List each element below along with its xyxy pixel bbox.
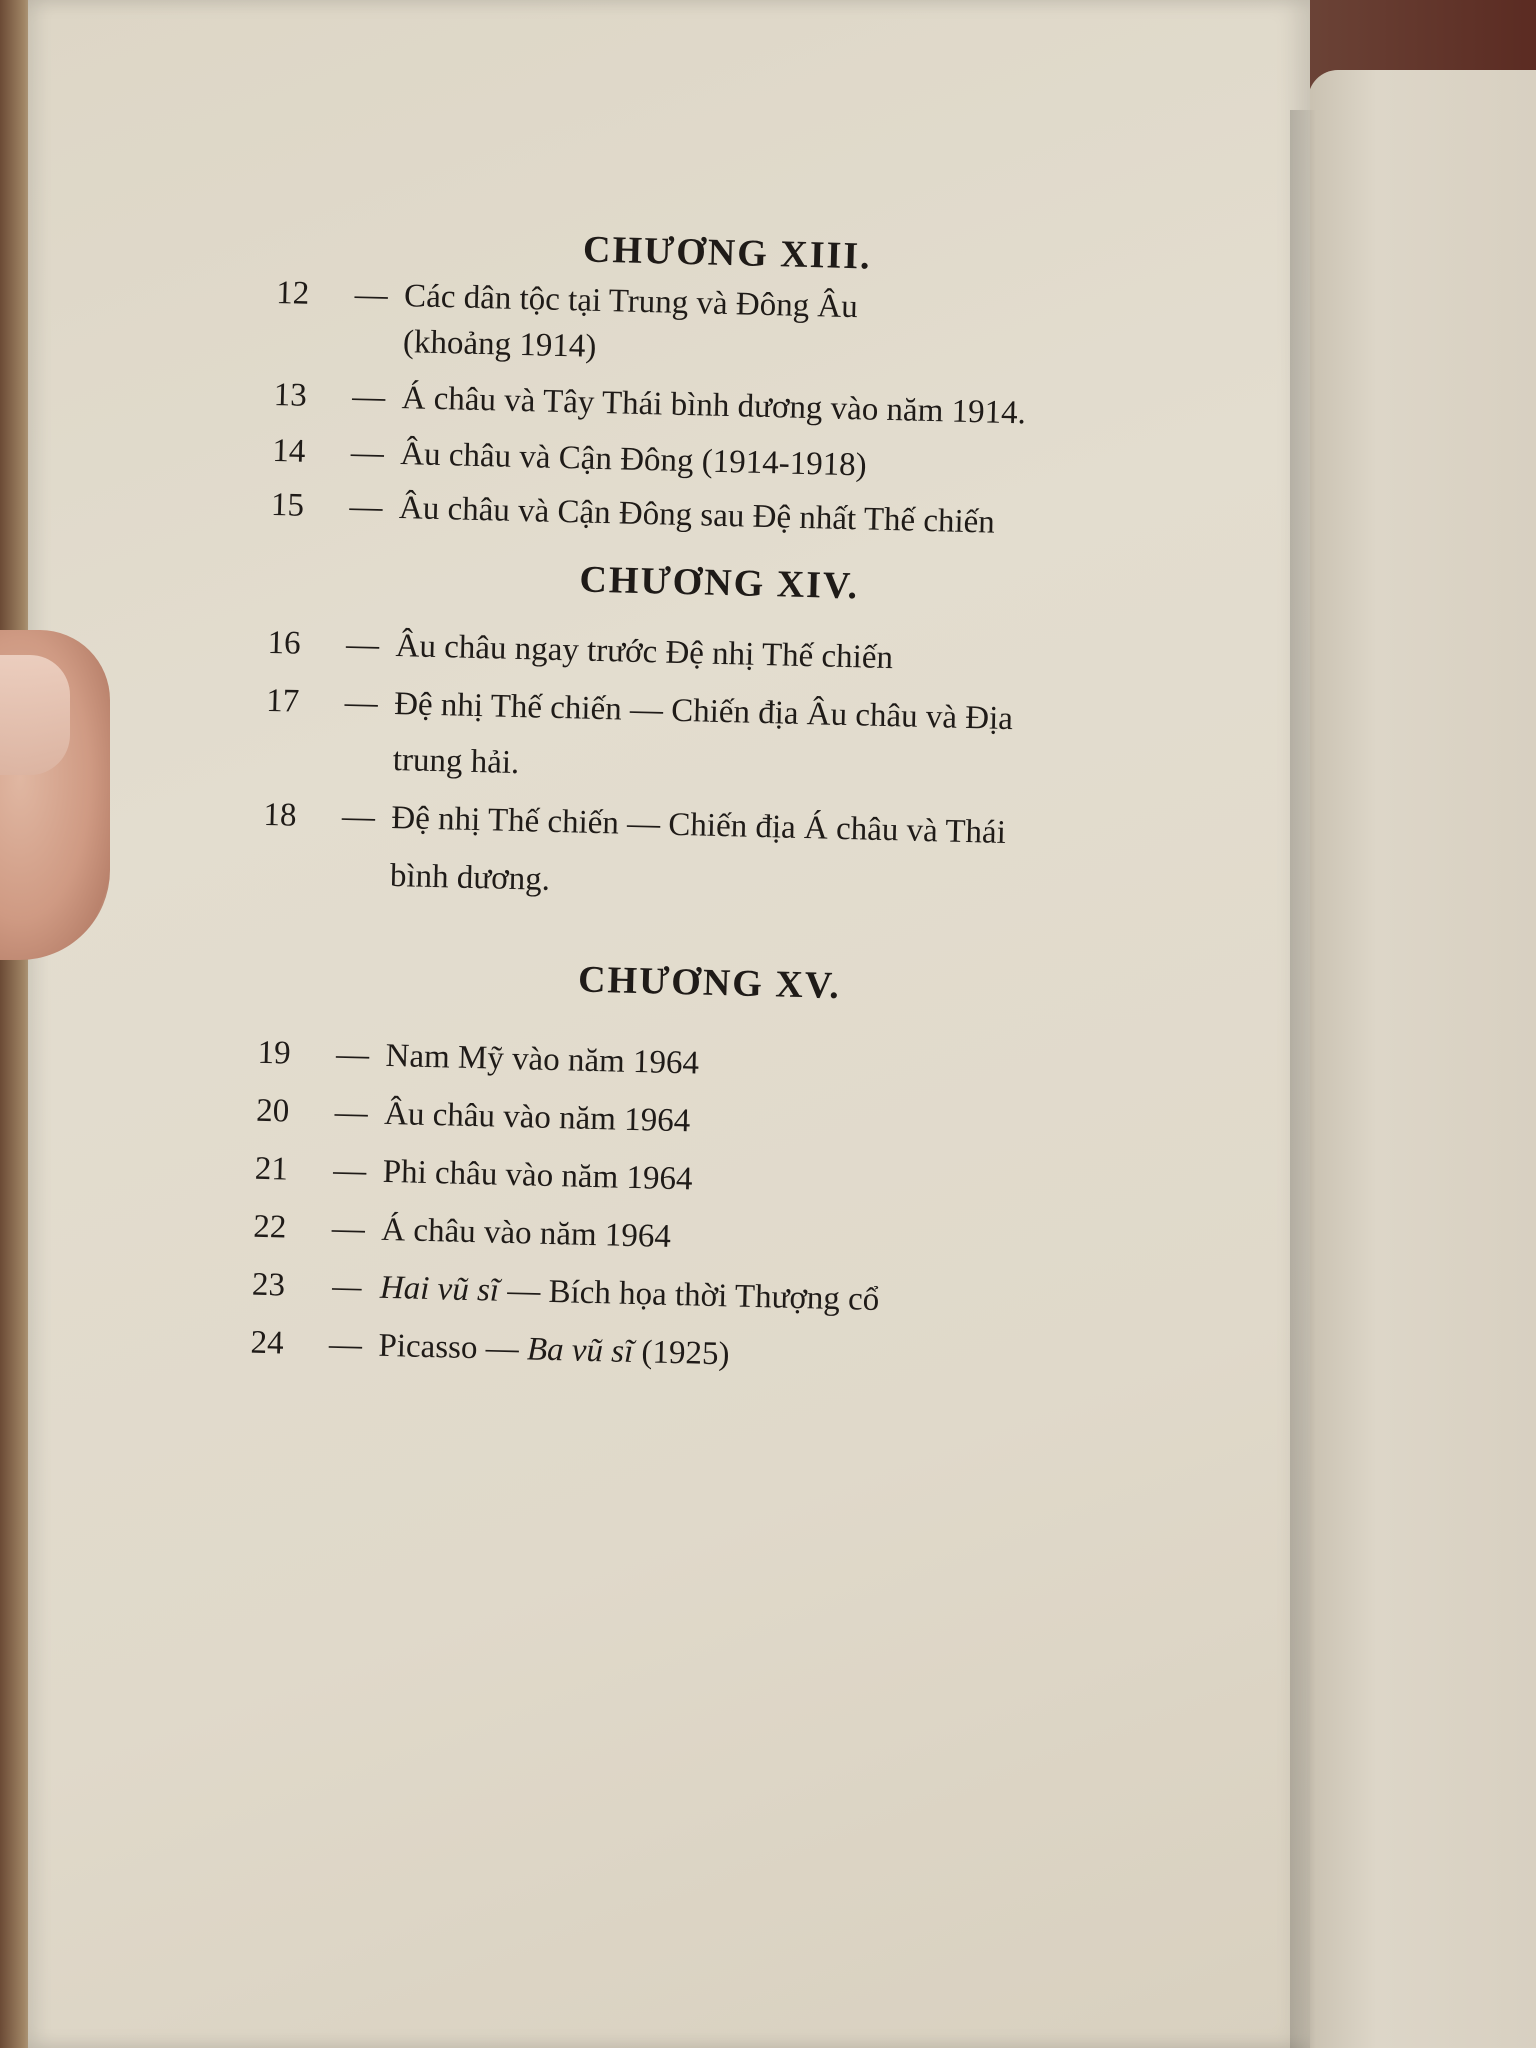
list-item [266, 678, 1167, 746]
entry-dash: — [331, 1210, 366, 1248]
entry-number: 13 [273, 376, 308, 414]
table-of-maps [250, 220, 1178, 1373]
list-item [256, 1088, 1157, 1156]
entry-text: Các dân tộc tại Trung và Đông Âu [403, 278, 859, 326]
entry-continuation: bình dương. [389, 857, 551, 898]
entry-dash: — [332, 1152, 367, 1190]
entry-dash: — [344, 684, 379, 722]
entry-dash: — [331, 1268, 363, 1306]
entry-continuation: (khoảng 1914) [402, 324, 597, 365]
entry-dash: — [351, 378, 386, 416]
entry-text: Âu châu ngay trước Đệ nhị Thế chiến [395, 628, 894, 677]
list-item [253, 1204, 1154, 1272]
entry-number: 20 [255, 1092, 290, 1130]
entry-number: 16 [267, 624, 302, 662]
entry-number: 24 [250, 1324, 284, 1362]
thumbnail-highlight [0, 655, 70, 775]
entry-text: Đệ nhị Thế chiến — Chiến địa Á châu và Thái [390, 799, 1007, 851]
list-item [251, 1262, 1152, 1330]
entry-text: Phi châu vào năm 1964 [382, 1153, 693, 1198]
entry-text: Nam Mỹ vào năm 1964 [385, 1037, 700, 1082]
entry-dash: — [334, 1094, 369, 1132]
list-item [267, 620, 1168, 688]
entry-dash: — [349, 488, 383, 526]
entry-number: 14 [271, 432, 306, 470]
chapter-heading: CHƯƠNG XIII. [582, 228, 873, 278]
entry-dash: — [350, 434, 385, 472]
list-item [273, 372, 1174, 440]
entry-dash: — [345, 626, 380, 664]
entry-number: 23 [251, 1266, 286, 1304]
artwork-title: Ba vũ sĩ [526, 1331, 634, 1371]
entry-text: Âu châu vào năm 1964 [383, 1095, 691, 1140]
list-item [257, 1030, 1158, 1098]
list-item [250, 1320, 1151, 1388]
entry-text: Á châu và Tây Thái bình dương vào năm 1914. [401, 380, 1027, 432]
entry-number: 19 [257, 1034, 292, 1072]
facing-page [1308, 70, 1536, 2048]
entry-text: Âu châu và Cận Đông (1914-1918) [399, 436, 868, 484]
entry-dash: — [328, 1326, 363, 1364]
entry-dash: — [341, 798, 376, 836]
artwork-title: Hai vũ sĩ [379, 1269, 500, 1309]
entry-number: 22 [252, 1208, 287, 1246]
chapter-heading: CHƯƠNG XV. [577, 958, 842, 1007]
entry-text [379, 1265, 1140, 1330]
entry-text-prefix: Picasso — [378, 1327, 528, 1368]
list-item [254, 1146, 1155, 1214]
entry-number: 12 [275, 274, 310, 312]
entry-number: 18 [263, 796, 297, 834]
entry-text: Á châu vào năm 1964 [380, 1211, 672, 1255]
entry-number: 21 [254, 1150, 289, 1188]
book-page [28, 0, 1310, 2048]
entry-continuation: trung hải. [392, 741, 520, 782]
page-gutter-shadow [1290, 110, 1316, 2048]
entry-text: Đệ nhị Thế chiến — Chiến địa Âu châu và Địa [393, 685, 1014, 738]
entry-text [378, 1323, 1139, 1388]
entry-dash: — [335, 1036, 370, 1074]
entry-number: 15 [270, 486, 305, 524]
entry-number: 17 [265, 682, 300, 720]
entry-text-rest: — Bích họa thời Thượng cổ [498, 1272, 880, 1319]
chapter-heading: CHƯƠNG XIV. [578, 558, 860, 608]
list-item [263, 792, 1164, 860]
entry-text-rest: (1925) [632, 1334, 730, 1373]
entry-text: Âu châu và Cận Đông sau Đệ nhất Thế chiến [398, 490, 996, 541]
entry-dash: — [354, 276, 389, 314]
